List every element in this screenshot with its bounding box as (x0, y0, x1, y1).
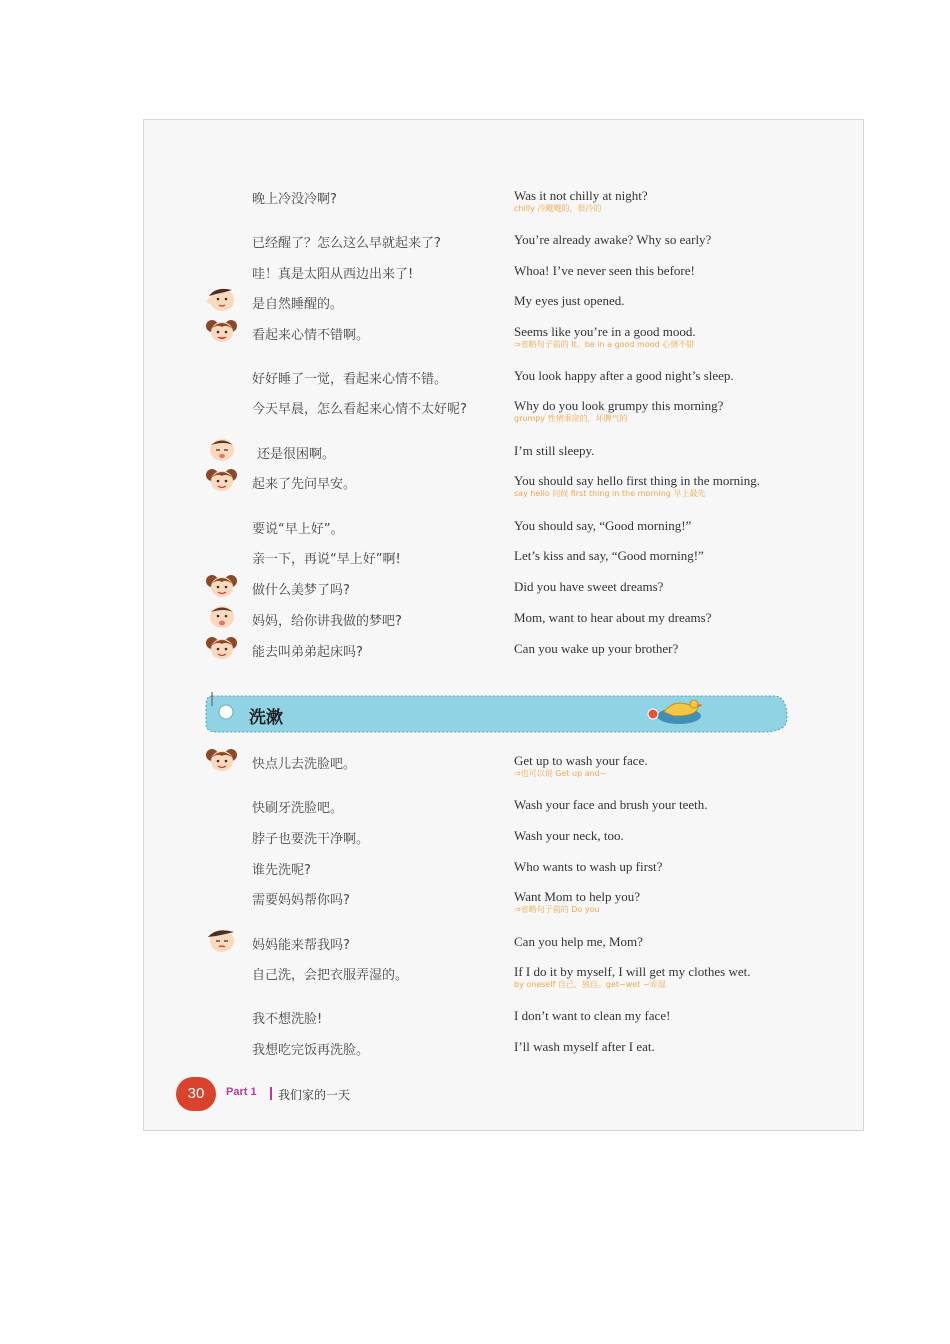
english-sentence: Want Mom to help you? (514, 889, 641, 904)
vocab-note: say hello 问候 first thing in the morning 早上最先 (514, 489, 706, 498)
section-title: 洗漱 (249, 708, 283, 728)
chinese-sentence: 今天早晨，怎么看起来心情不太好呢? (252, 402, 467, 417)
vocab-note: chilly 冷飕飕的，很冷的 (514, 204, 602, 213)
chinese-sentence: 晚上冷没冷啊? (252, 192, 337, 207)
english-sentence: Can you wake up your brother? (514, 641, 679, 656)
english-sentence: My eyes just opened. (514, 293, 625, 308)
english-sentence: You should say hello first thing in the morning. (514, 473, 761, 488)
english-sentence: You’re already awake? Why so early? (514, 232, 712, 247)
english-sentence: Wash your face and brush your teeth. (514, 797, 708, 812)
english-sentence: Can you help me, Mom? (514, 934, 643, 949)
chinese-sentence: 快刷牙洗脸吧。 (252, 801, 344, 816)
chinese-sentence: 是自然睡醒的。 (252, 297, 344, 312)
vocab-note: ⇒也可以说 Get up and~ (514, 769, 607, 778)
phrase-row (144, 188, 863, 228)
chinese-sentence: 谁先洗呢? (252, 863, 311, 878)
phrase-row (144, 398, 863, 438)
english-sentence: I’ll wash myself after I eat. (514, 1039, 655, 1054)
phrase-row (144, 753, 863, 793)
chinese-sentence: 还是很困啊。 (257, 447, 336, 462)
english-sentence: Get up to wash your face. (514, 753, 648, 768)
book-page (143, 119, 864, 1131)
english-sentence: Who wants to wash up first? (514, 859, 663, 874)
section-banner (204, 692, 789, 734)
boy-face-icon (204, 284, 238, 314)
chinese-sentence: 我想吃完饭再洗脸。 (252, 1043, 370, 1058)
english-sentence: Let’s kiss and say, “Good morning!” (514, 548, 704, 563)
chinese-sentence: 自己洗，会把衣服弄湿的。 (252, 968, 409, 983)
boy-face-icon (204, 925, 238, 955)
english-sentence: Why do you look grumpy this morning? (514, 398, 724, 413)
english-sentence: I’m still sleepy. (514, 443, 595, 458)
phrase-row (144, 1039, 863, 1079)
english-sentence: Seems like you’re in a good mood. (514, 324, 696, 339)
chinese-sentence: 好好睡了一觉，看起来心情不错。 (252, 372, 448, 387)
chinese-sentence: 已经醒了？怎么这么早就起来了? (252, 236, 441, 251)
english-sentence: You look happy after a good night’s sleep. (514, 368, 734, 383)
chinese-sentence: 脖子也要洗干净啊。 (252, 832, 370, 847)
girl-face-icon (204, 315, 238, 345)
english-sentence: Did you have sweet dreams? (514, 579, 664, 594)
chinese-sentence: 哇！真是太阳从西边出来了! (252, 267, 414, 282)
chinese-sentence: 亲一下，再说“早上好”啊! (252, 552, 401, 567)
english-sentence: I don’t want to clean my face! (514, 1008, 671, 1023)
girl-face-icon (204, 570, 238, 600)
footer-divider (270, 1087, 272, 1100)
chinese-sentence: 要说“早上好”。 (252, 522, 344, 537)
chinese-sentence: 我不想洗脸! (252, 1012, 323, 1027)
english-sentence: Whoa! I’ve never seen this before! (514, 263, 695, 278)
chinese-sentence: 起来了先问早安。 (252, 477, 357, 492)
chinese-sentence: 能去叫弟弟起床吗? (252, 645, 363, 660)
girl-face-icon (204, 632, 238, 662)
phrase-row (144, 324, 863, 364)
page-number-badge: 30 (176, 1077, 216, 1111)
girl-face-icon (204, 744, 238, 774)
chinese-sentence: 看起来心情不错啊。 (252, 328, 370, 343)
chinese-sentence: 妈妈，给你讲我做的梦吧? (252, 614, 402, 629)
chinese-sentence: 做什么美梦了吗? (252, 583, 350, 598)
part-label: Part 1 (226, 1086, 257, 1098)
vocab-note: by oneself 自己，独自。get~wet ~弄湿 (514, 980, 666, 989)
vocab-note: ⇒省略句子前的 Do you (514, 905, 600, 914)
boy-face-icon (204, 434, 238, 464)
english-sentence: Was it not chilly at night? (514, 188, 648, 203)
girl-face-icon (204, 464, 238, 494)
chinese-sentence: 需要妈妈帮你吗? (252, 893, 350, 908)
vocab-note: grumpy 性情乖戾的，坏脾气的 (514, 414, 628, 423)
english-sentence: Wash your neck, too. (514, 828, 624, 843)
english-sentence: You should say, “Good morning!” (514, 518, 692, 533)
english-sentence: Mom, want to hear about my dreams? (514, 610, 712, 625)
phrase-row (144, 964, 863, 1004)
english-sentence: If I do it by myself, I will get my clothes wet. (514, 964, 751, 979)
chinese-sentence: 妈妈能来帮我吗? (252, 938, 350, 953)
vocab-note: ⇒省略句子前的 It。be in a good mood 心情不错 (514, 340, 695, 349)
phrase-row (144, 641, 863, 681)
phrase-row (144, 889, 863, 929)
chinese-sentence: 快点儿去洗脸吧。 (252, 757, 357, 772)
phrase-row (144, 473, 863, 513)
chapter-title: 我们家的一天 (278, 1088, 351, 1102)
boy-face-icon (204, 601, 238, 631)
